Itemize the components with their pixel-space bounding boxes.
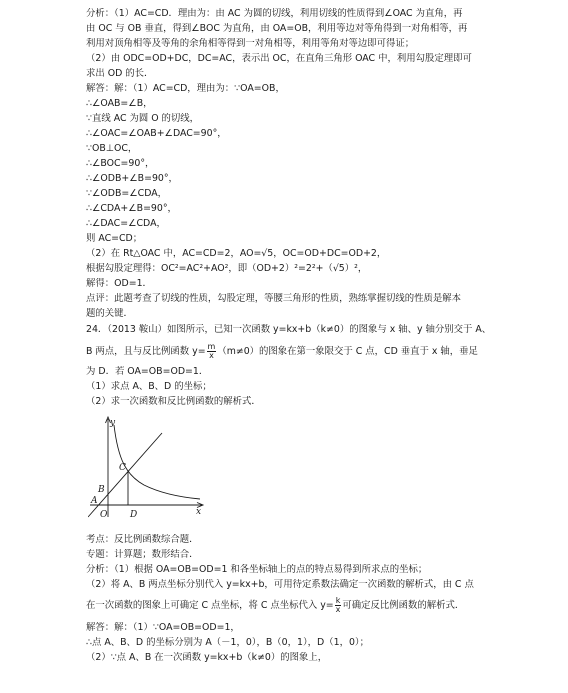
- fraction-denominator: x: [335, 605, 341, 614]
- label-x: x: [196, 507, 202, 517]
- kaodian-line: 考点：反比例函数综合题．: [86, 534, 199, 545]
- fraction-m-over-x: [207, 343, 217, 360]
- problem-24-question-1: （1）求点 A、B、D 的坐标；: [86, 381, 212, 392]
- solution-line-1: 解答：解：（1）AC=CD，理由为：∵OA=OB，: [86, 83, 285, 94]
- function-graph: [88, 413, 206, 525]
- analysis-line-3: 利用对顶角相等及等角的余角相等得到一对角相等，利用等角对等边即可得证；: [86, 38, 415, 49]
- analysis-24-line-1: 分析：（1）根据 OA=OB=OD=1 和各坐标轴上的点的特点易得到所求点的坐标；: [86, 564, 428, 575]
- analysis-24-line-3-part-2: 可确定反比例函数的解析式．: [342, 600, 465, 611]
- analysis-24-line-3-part-1: 在一次函数的图象上可确定 C 点坐标，将 C 点坐标代入 y=: [86, 600, 334, 611]
- solution-line-2: ∴∠OAB=∠B，: [86, 98, 153, 109]
- analysis-line-4: （2）由 ODC=OD+DC，DC=AC，表示出 OC，在直角三角形 OAC 中，利用勾股定理即可: [86, 53, 472, 64]
- problem-24-question-2: （2）求一次函数和反比例函数的解析式．: [86, 396, 261, 407]
- label-c: C: [119, 463, 126, 473]
- solution-24-line-3: （2）∵点 A、B 在一次函数 y=kx+b（k≠0）的图象上，: [86, 652, 328, 663]
- solution-line-10: ∴∠DAC=∠CDA，: [86, 218, 166, 229]
- analysis-24-line-2: （2）将 A、B 两点坐标分别代入 y=kx+b，可用待定系数法确定一次函数的解析式，由 C 点: [86, 579, 474, 590]
- problem-24-line-3: 为 D．若 OA=OB=OD=1．: [86, 366, 209, 377]
- solution-line-6: ∴∠BOC=90°，: [86, 158, 155, 169]
- fraction-k-over-x: [335, 597, 342, 614]
- solution-line-14: 解得：OD=1．: [86, 278, 152, 289]
- solution-line-9: ∴∠CDA+∠B=90°，: [86, 203, 177, 214]
- problem-24-line-1: 24．（2013 鞍山）如图所示，已知一次函数 y=kx+b（k≠0）的图象与 x 轴、y 轴分别交于 A、: [86, 324, 492, 335]
- analysis-line-2: 由 OC 与 OB 垂直，得到∠BOC 为直角，由 OA=OB，利用等边对等角得到一对角相等，再: [86, 23, 468, 34]
- problem-24-line-2-part-2: （m≠0）的图象在第一象限交于 C 点，CD 垂直于 x 轴，垂足: [217, 346, 478, 357]
- solution-line-13: 根据勾股定理得：OC²=AC²+AO²，即（OD+2）²=2²+（√5）²，: [86, 263, 368, 274]
- function-graph-figure: [88, 413, 206, 525]
- solution-line-3: ∵直线 AC 为圆 O 的切线，: [86, 113, 200, 124]
- solution-24-line-2: ∴点 A、B、D 的坐标分别为 A（－1，0），B（0，1），D（1，0）；: [86, 637, 369, 648]
- solution-line-5: ∵OB⊥OC，: [86, 143, 138, 154]
- label-b: B: [98, 485, 105, 495]
- label-d: D: [130, 510, 138, 520]
- label-o: O: [100, 510, 108, 520]
- solution-line-12: （2）在 Rt△OAC 中，AC=CD=2，AO=√5，OC=OD+DC=OD+2，: [86, 248, 387, 259]
- solution-line-11: 则 AC=CD；: [86, 233, 143, 244]
- fraction-denominator: x: [209, 351, 214, 360]
- solution-24-line-1: 解答：解：（1）∵OA=OB=OD=1，: [86, 622, 240, 633]
- linear-function-line: [88, 433, 162, 517]
- comment-line-2: 题的关键．: [86, 308, 133, 319]
- label-a: A: [91, 496, 98, 506]
- analysis-line-5: 求出 OD 的长．: [86, 68, 154, 79]
- solution-line-7: ∴∠ODB+∠B=90°，: [86, 173, 178, 184]
- fraction-numerator: k: [335, 596, 341, 605]
- analysis-line-1: 分析：（1）AC=CD．理由为：由 AC 为圆的切线，利用切线的性质得到∠OAC 为直角，再: [86, 8, 463, 19]
- solution-line-8: ∵∠ODB=∠CDA，: [86, 188, 168, 199]
- problem-24-line-2-part-1: B 两点，且与反比例函数 y=: [86, 346, 206, 357]
- comment-line-1: 点评：此题考查了切线的性质，勾股定理，等腰三角形的性质，熟练掌握切线的性质是解本: [86, 293, 462, 304]
- solution-line-4: ∴∠OAC=∠OAB+∠DAC=90°，: [86, 128, 227, 139]
- inverse-function-curve: [114, 425, 200, 499]
- analysis-24-line-3: [86, 596, 506, 616]
- label-y: y: [110, 418, 116, 428]
- problem-24-line-2: [86, 342, 506, 362]
- fraction-numerator: m: [207, 342, 216, 351]
- zhuanti-line: 专题：计算题；数形结合．: [86, 549, 199, 560]
